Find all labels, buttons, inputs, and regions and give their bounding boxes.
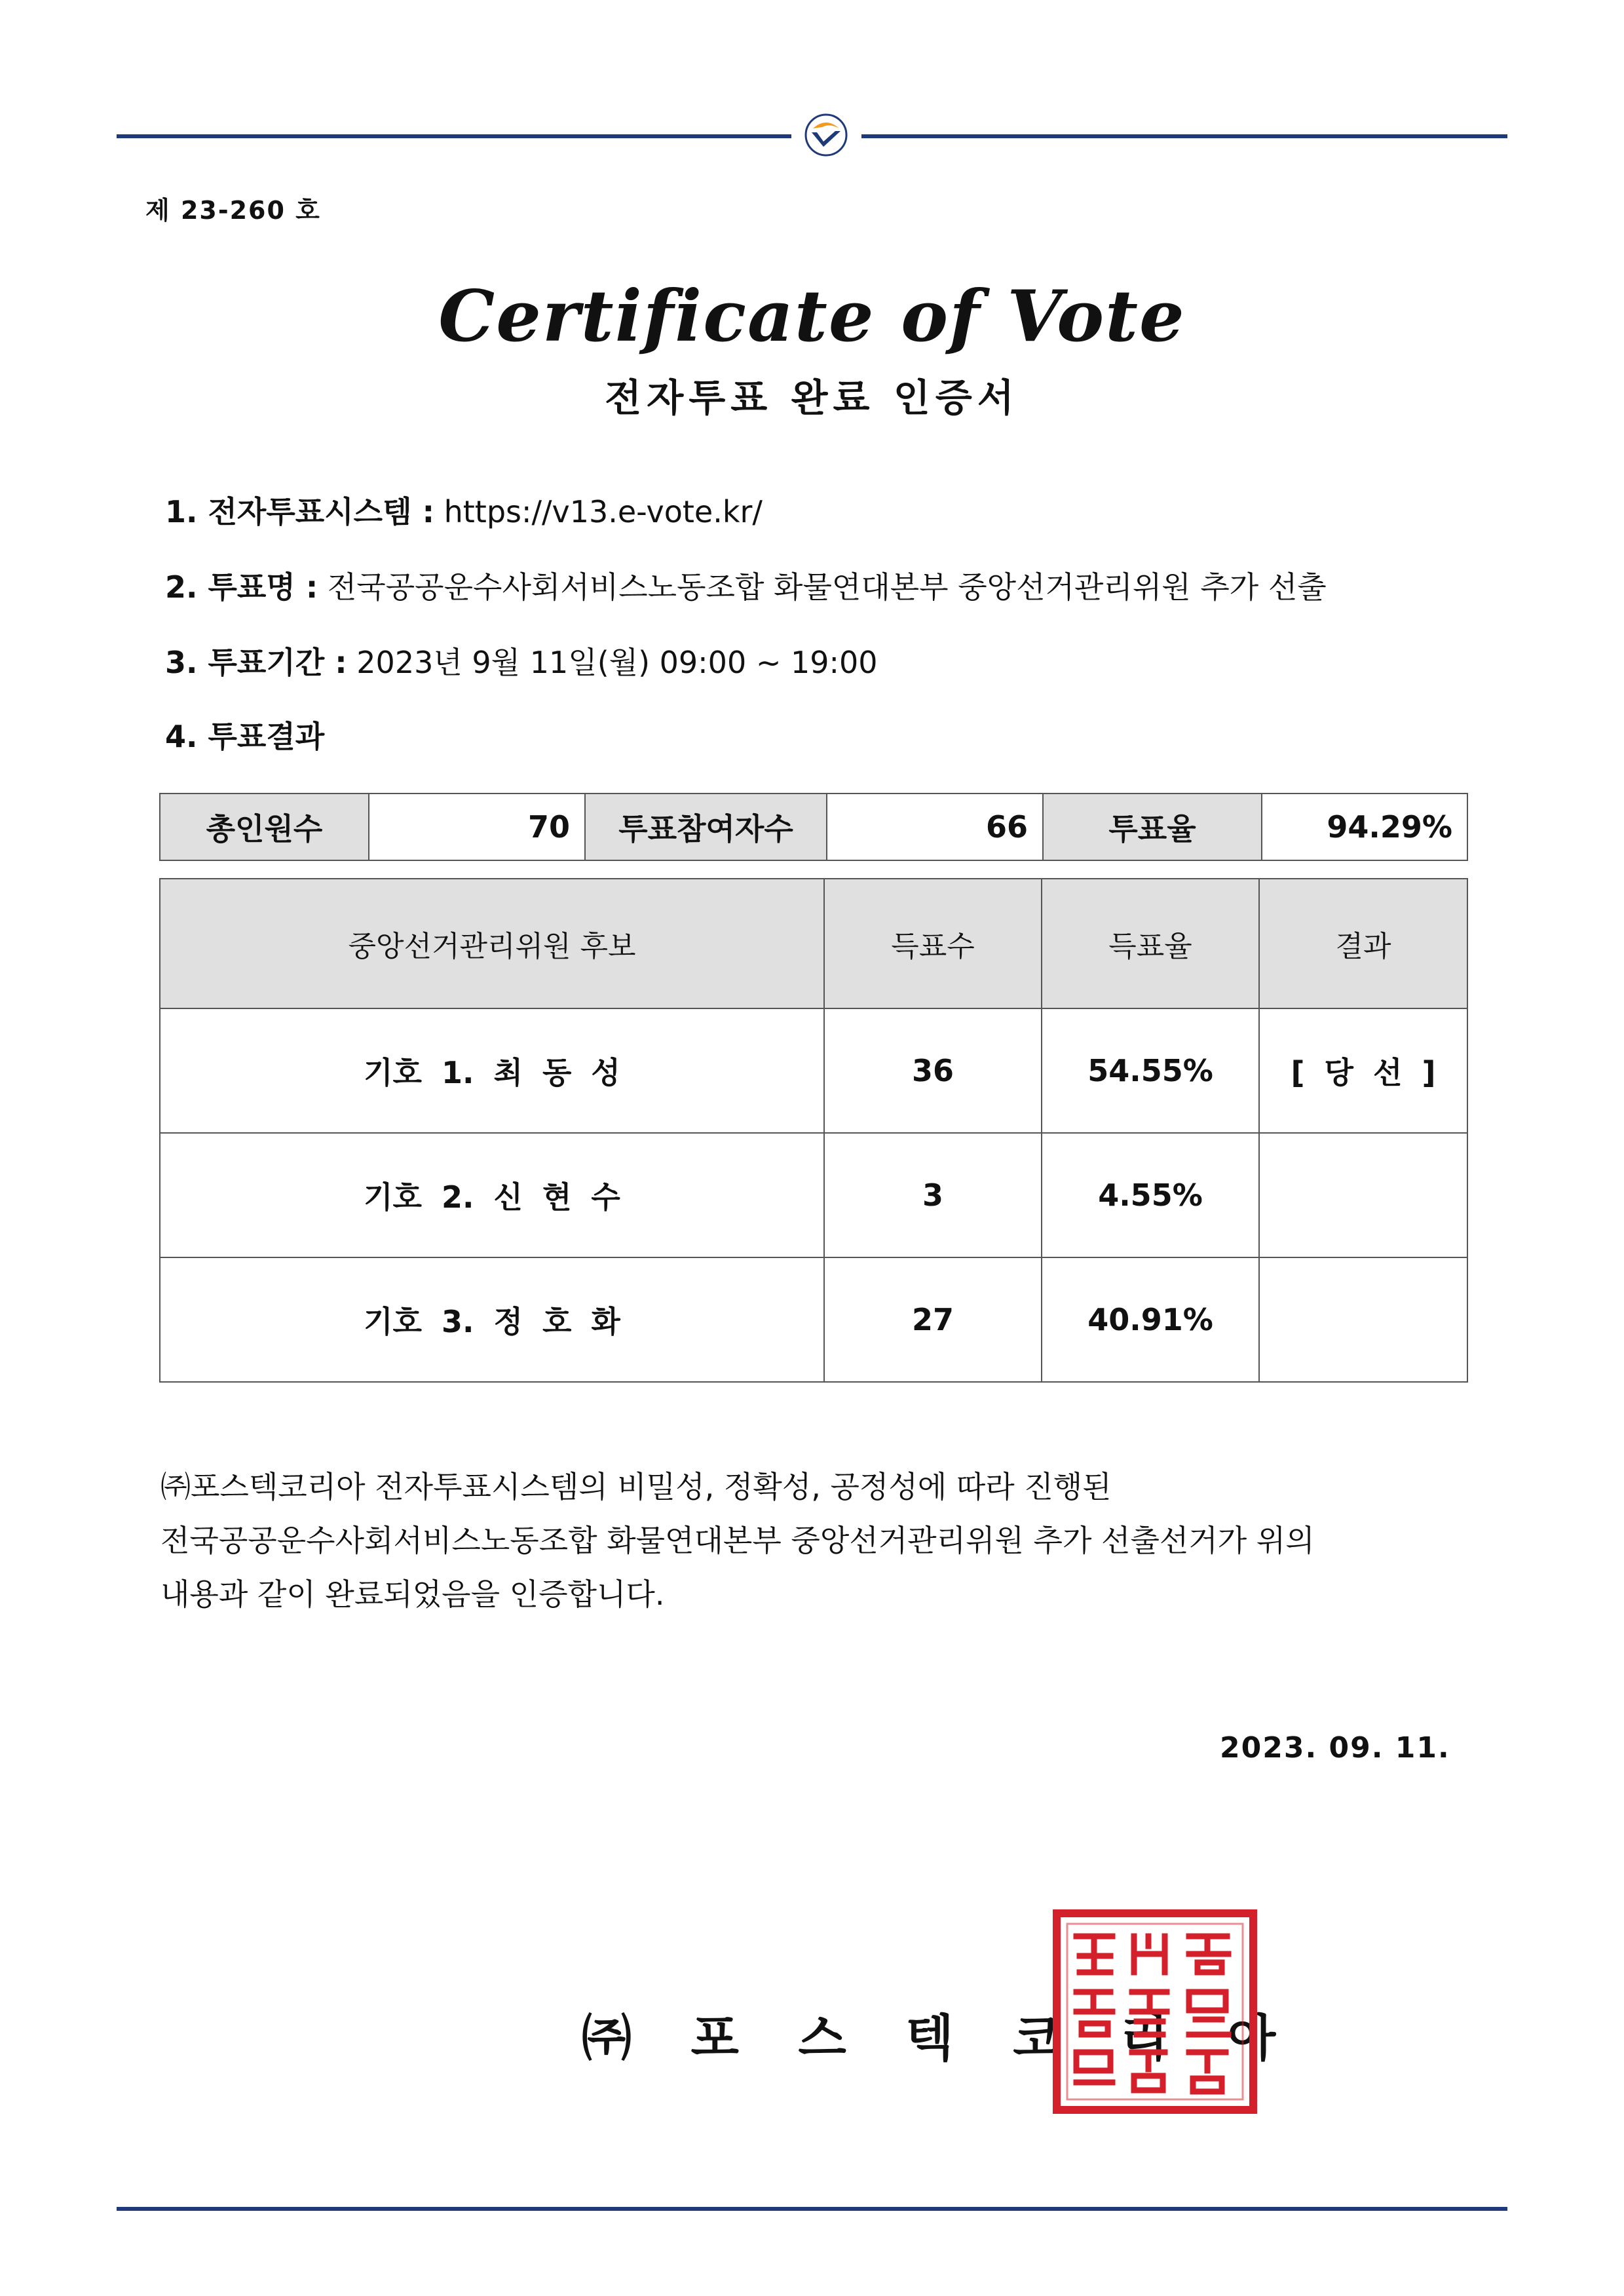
table-header-row bbox=[160, 879, 1467, 1008]
table-row bbox=[160, 794, 1467, 860]
company-name: ㈜ 포 스 텍 코 리 아 bbox=[582, 2009, 1297, 2067]
issue-date: 2023. 09. 11. bbox=[1220, 1731, 1450, 1765]
candidate-name: 기호 3. 정 호 화 bbox=[160, 1257, 824, 1382]
col-candidate: 중앙선거관리위원 후보 bbox=[160, 879, 824, 1008]
title-korean: 전자투표 완료 인증서 bbox=[605, 375, 1019, 420]
results-table bbox=[159, 878, 1468, 1383]
col-result: 결과 bbox=[1259, 879, 1467, 1008]
candidate-result bbox=[1259, 1133, 1467, 1257]
info-results bbox=[165, 713, 324, 756]
candidate-votes: 27 bbox=[824, 1257, 1042, 1382]
candidate-rate: 4.55% bbox=[1042, 1133, 1259, 1257]
summary-table bbox=[159, 793, 1468, 861]
info-label: 1. 전자투표시스템 : bbox=[165, 494, 434, 529]
certification-line: ㈜포스텍코리아 전자투표시스템의 비밀성, 정확성, 공정성에 따라 진행된 bbox=[161, 1469, 1112, 1504]
candidate-name: 기호 2. 신 현 수 bbox=[160, 1133, 824, 1257]
info-label: 4. 투표결과 bbox=[165, 719, 325, 754]
candidate-result bbox=[1259, 1257, 1467, 1382]
info-value: 2023년 9월 11일(월) 09:00 ~ 19:00 bbox=[356, 645, 878, 680]
candidate-votes: 36 bbox=[824, 1008, 1042, 1133]
table-row bbox=[160, 1133, 1467, 1257]
title-english: Certificate of Vote bbox=[438, 275, 1186, 358]
col-votes: 득표수 bbox=[824, 879, 1042, 1008]
logo-icon bbox=[804, 113, 848, 157]
info-system bbox=[165, 488, 763, 531]
info-label: 2. 투표명 : bbox=[165, 569, 318, 605]
rate-label: 투표율 bbox=[1043, 794, 1262, 860]
participants-label: 투표참여자수 bbox=[585, 794, 827, 860]
bottom-rule bbox=[117, 2207, 1507, 2211]
col-rate: 득표율 bbox=[1042, 879, 1259, 1008]
certification-line: 전국공공운수사회서비스노동조합 화물연대본부 중앙선거관리위원 추가 선출선거가 위의 bbox=[161, 1523, 1315, 1558]
info-label: 3. 투표기간 : bbox=[165, 645, 347, 680]
info-value: https://v13.e-vote.kr/ bbox=[444, 494, 763, 529]
rate-value: 94.29% bbox=[1262, 794, 1467, 860]
certification-text bbox=[161, 1460, 1484, 1621]
candidate-name: 기호 1. 최 동 성 bbox=[160, 1008, 824, 1133]
document-number: 제 23-260 호 bbox=[145, 196, 321, 225]
candidate-rate: 54.55% bbox=[1042, 1008, 1259, 1133]
participants-value: 66 bbox=[827, 794, 1043, 860]
company-seal-icon bbox=[1050, 1907, 1260, 2116]
candidate-votes: 3 bbox=[824, 1133, 1042, 1257]
table-row bbox=[160, 1257, 1467, 1382]
certification-line: 내용과 같이 완료되었음을 인증합니다. bbox=[161, 1577, 665, 1612]
candidate-rate: 40.91% bbox=[1042, 1257, 1259, 1382]
candidate-result: [ 당 선 ] bbox=[1259, 1008, 1467, 1133]
top-rule-left bbox=[117, 134, 791, 138]
total-label: 총인원수 bbox=[160, 794, 369, 860]
info-value: 전국공공운수사회서비스노동조합 화물연대본부 중앙선거관리위원 추가 선출 bbox=[327, 569, 1327, 605]
total-value: 70 bbox=[369, 794, 585, 860]
info-period bbox=[165, 639, 878, 682]
table-row bbox=[160, 1008, 1467, 1133]
top-rule-right bbox=[861, 134, 1507, 138]
info-vote-name bbox=[165, 564, 1327, 607]
